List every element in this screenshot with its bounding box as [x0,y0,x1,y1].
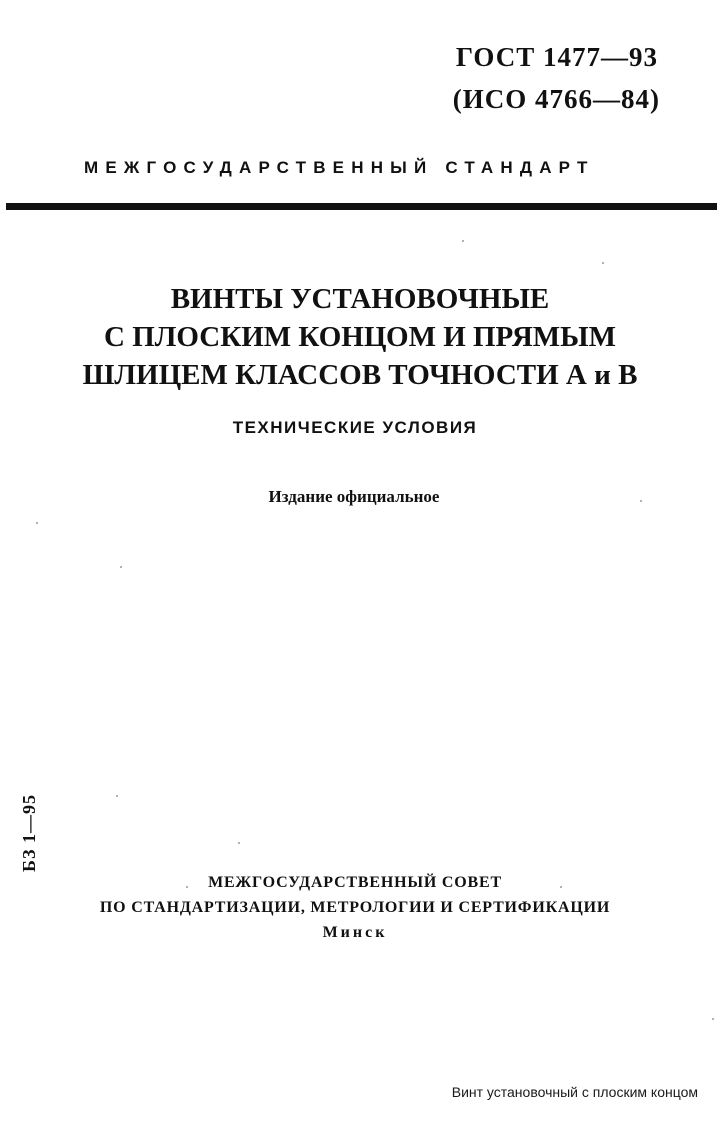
document-title [0,280,720,394]
header-divider [6,203,717,210]
iso-number: (ИСО 4766—84) [452,84,660,114]
standard-type: МЕЖГОСУДАРСТВЕННЫЙ СТАНДАРТ [84,158,595,177]
scan-speck [186,886,188,888]
scan-speck [116,795,118,797]
title-line-3: ШЛИЦЕМ КЛАССОВ ТОЧНОСТИ А и В [82,359,638,391]
scan-speck [462,240,464,242]
title-line-1: ВИНТЫ УСТАНОВОЧНЫЕ [170,283,550,315]
title-line-2: С ПЛОСКИМ КОНЦОМ И ПРЯМЫМ [104,321,616,353]
scan-speck [640,500,642,502]
side-code: БЗ 1—95 [19,794,39,872]
document-subtitle: ТЕХНИЧЕСКИЕ УСЛОВИЯ [232,418,478,437]
edition-label: Издание официальное [268,487,440,506]
scan-speck [36,522,38,524]
publisher-line-2: ПО СТАНДАРТИЗАЦИИ, МЕТРОЛОГИИ И СЕРТИФИКАЦИИ [99,899,611,916]
scan-speck [238,842,240,844]
publisher-city: Минск [322,924,388,941]
caption-text: Винт установочный с плоским концом [451,1084,698,1100]
publisher-line-1: МЕЖГОСУДАРСТВЕННЫЙ СОВЕТ [208,874,502,891]
scan-speck [120,566,122,568]
scan-speck [560,886,562,888]
scan-speck [602,262,604,264]
scan-speck [712,1018,714,1020]
gost-number: ГОСТ 1477—93 [455,42,658,72]
publisher-block [0,870,710,945]
